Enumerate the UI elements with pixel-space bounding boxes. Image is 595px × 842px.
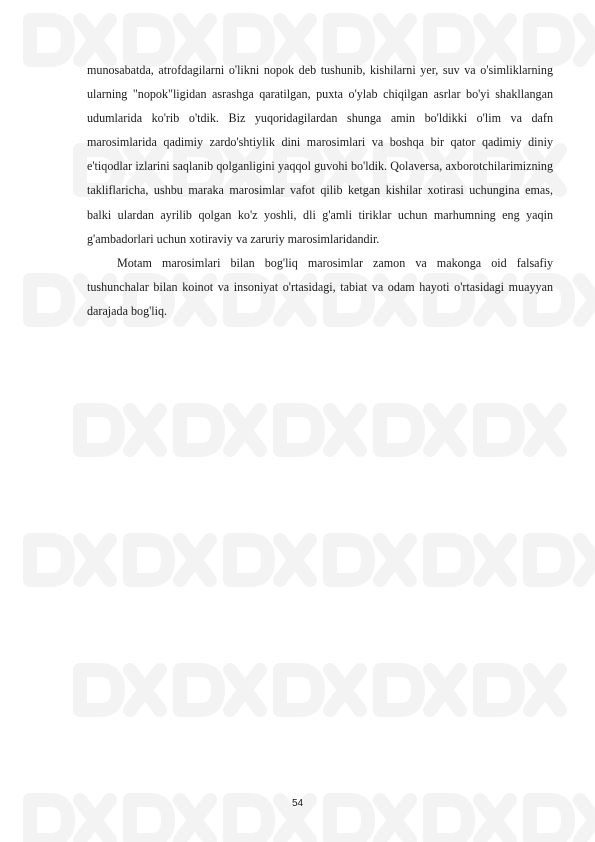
- watermark-glyph: [230, 20, 310, 60]
- watermark-glyph: [80, 410, 160, 450]
- watermark-glyph: [30, 20, 110, 60]
- watermark-glyph: [130, 540, 210, 580]
- watermark-glyph: [180, 410, 260, 450]
- watermark-glyph: [430, 540, 510, 580]
- watermark-glyph: [530, 20, 595, 60]
- body-text: [87, 58, 553, 323]
- watermark-glyph: [530, 540, 595, 580]
- paragraph-1: munosabatda, atrofdagilarni o'likni nopok deb tushunib, kishilarni yer, suv va o'simliklarning ularning "nopok"ligidan asrashga qaratilgan, puxta o'ylab chiqilgan asrlar bo'yi shakllangan udumlarida ko'rib o'tdik. Biz yuqoridagilardan shunga amin bo'ldikki o'lim va dafn marosimlarida qadimiy zardo'shtiylik dini marosimlari va boshqa bir qator qadimiy diniy e'tiqodlar izlarini saqlanib qolganligini yaqqol guvohi bo'ldik. Qolaversa, axborotchilarimizning takliflaricha, ushbu maraka marosimlar vafot qilib ketgan kishilar xotirasi uchungina emas, balki ulardan ayrilib qolgan ko'z yoshli, dli g'amli tiriklar uchun marhumning eng yaqin g'ambadorlari uchun xotiraviy va zaruriy marosimlaridandir.: [87, 63, 553, 246]
- watermark-glyph: [180, 670, 260, 710]
- watermark-glyph: [230, 540, 310, 580]
- watermark-glyph: [380, 670, 460, 710]
- page-number: 54: [291, 798, 304, 809]
- watermark-glyph: [380, 410, 460, 450]
- watermark-glyph: [80, 670, 160, 710]
- watermark-glyph: [480, 410, 560, 450]
- watermark-glyph: [430, 20, 510, 60]
- watermark-glyph: [30, 540, 110, 580]
- watermark-glyph: [330, 540, 410, 580]
- watermark-glyph: [280, 410, 360, 450]
- watermark-glyph: [130, 20, 210, 60]
- watermark-glyph: [280, 670, 360, 710]
- watermark-glyph: [330, 20, 410, 60]
- watermark-glyph: [480, 670, 560, 710]
- paragraph-2: Motam marosimlari bilan bog'liq marosimlar zamon va makonga oid falsafiy tushunchalar bilan koinot va insoniyat o'rtasidagi, tabiat va odam hayoti o'rtasidagi muayyan darajada bog'liq.: [87, 255, 553, 318]
